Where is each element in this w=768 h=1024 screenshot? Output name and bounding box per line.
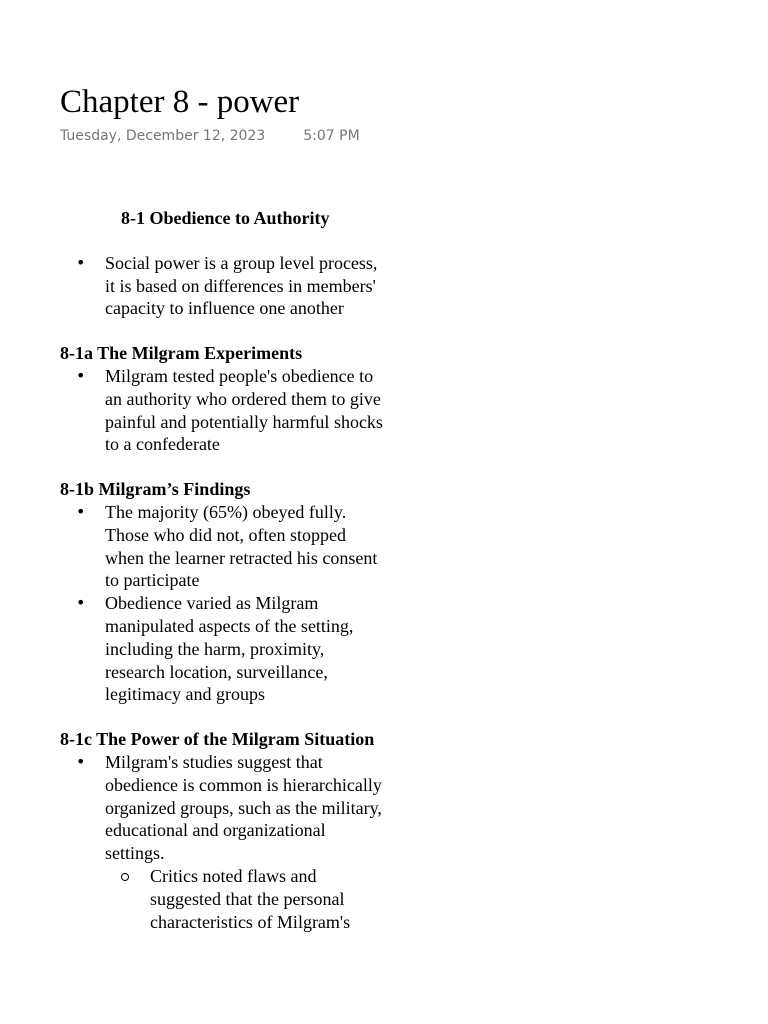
note-date: Tuesday, December 12, 2023 [60,128,266,144]
sub-bullet-list [105,865,440,933]
section-heading-obedience: 8-1 Obedience to Authority [121,208,330,228]
bullet-list-milgram-situation [60,751,440,933]
list-item: • Milgram tested people's obedience to an authority who ordered them to give painful and potentially harmful shocks to a confederate [60,365,440,456]
page-title[interactable]: Chapter 8 - power [60,84,300,120]
list-item: • Milgram's studies suggest that obedience is common is hierarchically organized groups, such as the military, educational and organizational settings. Critics noted flaws and suggested that the personal characteristics of Milgram's [60,751,440,933]
list-item: • The majority (65%) obeyed fully. Those who did not, often stopped when the learner retracted his consent to participate [60,501,440,592]
section-heading-milgram-experiments: 8-1a The Milgram Experiments [60,343,303,364]
list-item: • Social power is a group level process, it is based on differences in members' capacity to influence one another [60,252,440,320]
section-heading-milgram-situation: 8-1c The Power of the Milgram Situation [60,729,375,750]
bullet-list-milgram-experiments [60,365,440,456]
bullet-list-obedience [60,252,440,320]
bullet-list-milgram-findings [60,501,440,706]
list-item: • Obedience varied as Milgram manipulated aspects of the setting, including the harm, proximity, research location, surveillance, legitimacy and groups [60,592,440,706]
note-time: 5:07 PM [303,128,360,144]
section-heading-milgram-findings: 8-1b Milgram’s Findings [60,479,251,500]
sub-list-item: Critics noted flaws and suggested that the personal characteristics of Milgram's [105,865,440,933]
note-timestamp [60,126,360,146]
note-body[interactable] [60,207,440,933]
